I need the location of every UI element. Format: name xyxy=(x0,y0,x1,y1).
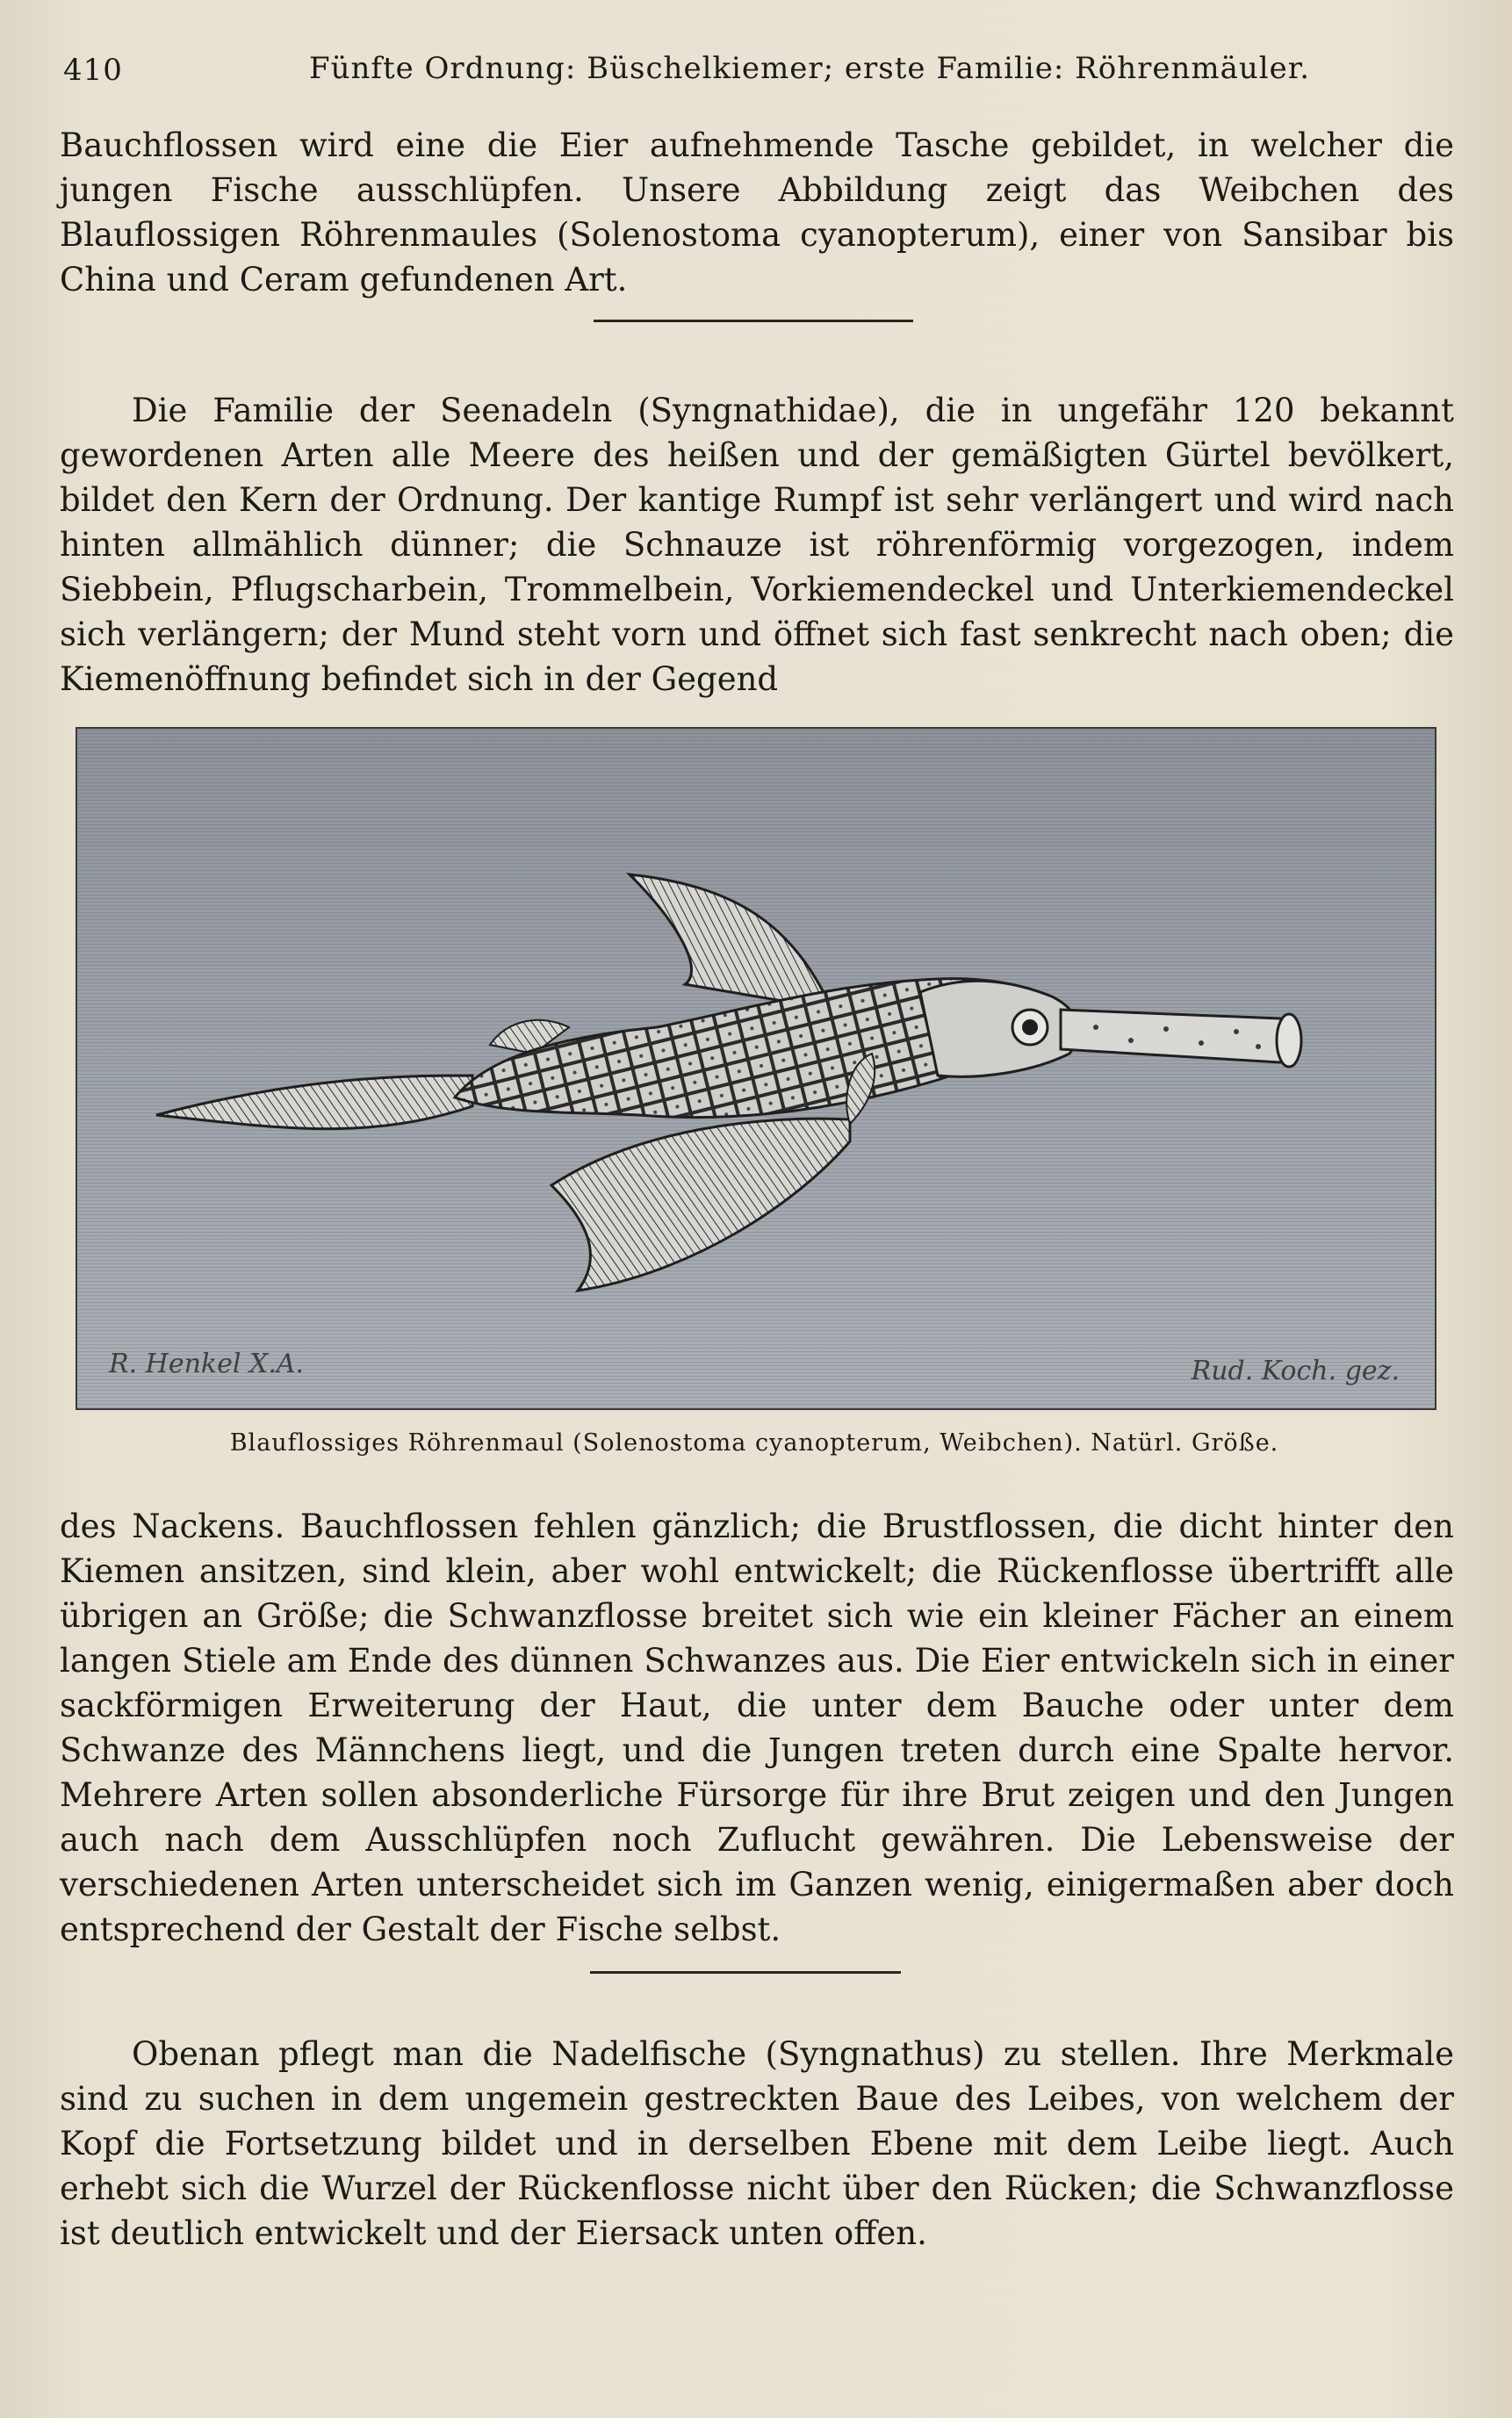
section-divider-2 xyxy=(590,1971,901,1974)
ventral-fin xyxy=(551,1119,850,1291)
fish-illustration xyxy=(76,727,1436,1410)
figure-caption: Blauflossiges Röhrenmaul (Solenostoma cyanopterum, Weibchen). Natürl. Größe. xyxy=(229,1429,1279,1457)
page-header xyxy=(63,47,1451,91)
paragraph-3: des Nackens. Bauchflossen fehlen gänzlich; die Brustflossen, die dicht hinter den Kiemen ansitzen, sind klein, aber wohl entwickelt; die Rückenflosse übertrifft alle übrigen an Größe; die Schwanzflosse breitet sich wie ein kleiner Fächer an einem langen Stiele am Ende des dünnen Schwanzes aus. Die Eier entwickeln sich in einer sackförmigen Erweiterung der Haut, die unter dem Bauche oder unter dem Schwanze des Männchens liegt, und die Jungen treten durch eine Spalte hervor. Mehrere Arten sollen absonderliche Fürsorge für ihre Brut zeigen und den Jungen auch nach dem Ausschlüpfen noch Zuflucht gewähren. Die Lebensweise der verschiedenen Arten unterscheidet sich im Ganzen wenig, einigermaßen aber doch entsprechend der Gestalt der Fische selbst. xyxy=(60,1508,1454,1948)
pipefish-engraving xyxy=(77,729,1435,1408)
section-divider xyxy=(594,320,913,322)
paragraph-4: Obenan pflegt man die Nadelfische (Syngnathus) zu stellen. Ihre Merkmale sind zu suchen in dem ungemein gestreckten Baue des Leibes, von welchem der Kopf die Fortsetzung bildet und in derselben Ebene mit dem Leibe liegt. Auch erhebt sich die Wurzel der Rückenflosse nicht über den Rücken; die Schwanzflosse ist deutlich entwickelt und der Eiersack unten offen. xyxy=(60,2035,1454,2252)
fish-snout xyxy=(1061,1010,1290,1062)
tail-fin xyxy=(156,1076,472,1129)
running-title: Fünfte Ordnung: Büschelkiemer; erste Familie: Röhrenmäuler. xyxy=(309,51,1311,86)
engraver-signature: R. Henkel X.A. xyxy=(109,1349,305,1379)
page-number: 410 xyxy=(63,53,123,88)
dorsal-fin xyxy=(615,874,846,1010)
fish-head xyxy=(920,981,1078,1076)
artist-signature: Rud. Koch. gez. xyxy=(1191,1356,1400,1386)
paragraph-2: Die Familie der Seenadeln (Syngnathidae), die in ungefähr 120 bekannt gewordenen Arten alle Meere des heißen und der gemäßigten Gürtel bevölkert, bildet den Kern der Ordnung. Der kantige Rumpf ist sehr verlängert und wird nach hinten allmählich dünner; die Schnauze ist röhrenförmig vorgezogen, indem Siebbein, Pflugscharbein, Trommelbein, Vorkiemendeckel und Unterkiemendeckel sich verlängern; der Mund steht vorn und öffnet sich fast senkrecht nach oben; die Kiemenöffnung befindet sich in der Gegend xyxy=(60,392,1454,698)
paragraph-1: Bauchflossen wird eine die Eier aufnehmende Tasche gebildet, in welcher die jungen Fische ausschlüpfen. Unsere Abbildung zeigt das Weibchen des Blauflossigen Röhrenmaules (Solenostoma cyanopterum), einer von Sansibar bis China und Ceram gefundenen Art. xyxy=(60,126,1454,299)
